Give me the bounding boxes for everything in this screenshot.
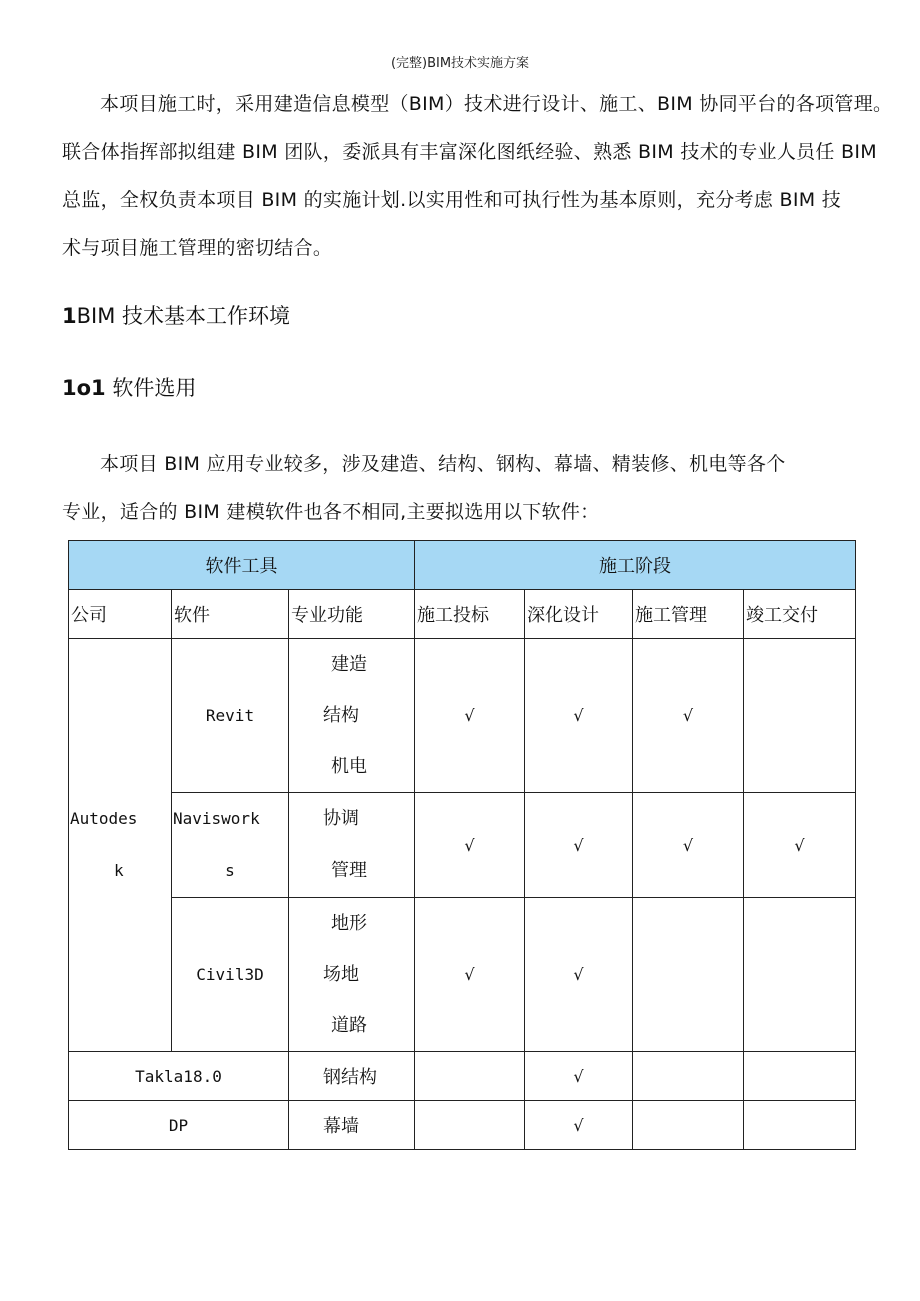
section-1-heading (62, 300, 290, 330)
software-intro-line-2: 专业，适合的 BIM 建模软件也各不相同,主要拟选用以下软件： (62, 501, 600, 523)
check-dp-deepen: √ (525, 1101, 633, 1150)
phases-header: 施工阶段 (415, 541, 856, 590)
software-navisworks: Naviswork s (172, 793, 289, 898)
col-delivery: 竣工交付 (744, 590, 856, 639)
section-1-title: BIM 技术基本工作环境 (76, 304, 291, 328)
function-navisworks: 协调 管理 (289, 793, 415, 898)
check-tekla-bid (415, 1052, 525, 1101)
col-company: 公司 (69, 590, 172, 639)
function-dp: 幕墙 (289, 1101, 415, 1150)
table-row-dp (69, 1101, 856, 1150)
check-dp-bid (415, 1101, 525, 1150)
check-tekla-manage (633, 1052, 744, 1101)
function-revit: 建造 结构 机电 (289, 639, 415, 793)
check-civil-delivery (744, 898, 856, 1052)
function-tekla: 钢结构 (289, 1052, 415, 1101)
table-row-tekla (69, 1052, 856, 1101)
col-manage: 施工管理 (633, 590, 744, 639)
check-tekla-deepen: √ (525, 1052, 633, 1101)
table-row-navisworks (69, 793, 856, 898)
section-1-1-title: 软件选用 (105, 376, 197, 400)
software-table (68, 540, 856, 1150)
check-dp-delivery (744, 1101, 856, 1150)
col-function: 专业功能 (289, 590, 415, 639)
check-navis-bid: √ (415, 793, 525, 898)
company-autodesk: Autodes k (69, 639, 172, 1052)
software-revit: Revit (172, 639, 289, 793)
software-dp: DP (69, 1101, 289, 1150)
col-bid: 施工投标 (415, 590, 525, 639)
section-1-1-heading (62, 372, 196, 402)
check-navis-manage: √ (633, 793, 744, 898)
section-1-number: 1 (62, 304, 77, 328)
group-header-row (69, 541, 856, 590)
column-header-row (69, 590, 856, 639)
intro-paragraph (62, 80, 893, 272)
section-1-1-number: 1o1 (62, 376, 106, 400)
col-deepen: 深化设计 (525, 590, 633, 639)
intro-line-3: 总监，全权负责本项目 BIM 的实施计划.以实用性和可执行性为基本原则，充分考虑 BIM 技 (62, 189, 842, 211)
function-civil3d: 地形 场地 道路 (289, 898, 415, 1052)
table-row-civil3d (69, 898, 856, 1052)
intro-line-1: 本项目施工时，采用建造信息模型（BIM）技术进行设计、施工、BIM 协同平台的各项管理。 (100, 93, 893, 115)
check-revit-delivery (744, 639, 856, 793)
col-software: 软件 (172, 590, 289, 639)
check-navis-delivery: √ (744, 793, 856, 898)
check-revit-manage: √ (633, 639, 744, 793)
check-civil-manage (633, 898, 744, 1052)
check-tekla-delivery (744, 1052, 856, 1101)
check-revit-deepen: √ (525, 639, 633, 793)
intro-line-4: 术与项目施工管理的密切结合。 (62, 237, 333, 259)
software-tekla: Takla18.0 (69, 1052, 289, 1101)
check-dp-manage (633, 1101, 744, 1150)
software-intro-line-1: 本项目 BIM 应用专业较多，涉及建造、结构、钢构、幕墙、精装修、机电等各个 (100, 453, 786, 475)
page-header: (完整)BIM技术实施方案 (390, 56, 530, 71)
check-revit-bid: √ (415, 639, 525, 793)
table-row-revit (69, 639, 856, 793)
check-navis-deepen: √ (525, 793, 633, 898)
software-civil3d: Civil3D (172, 898, 289, 1052)
check-civil-deepen: √ (525, 898, 633, 1052)
tools-header: 软件工具 (69, 541, 415, 590)
software-intro-paragraph (62, 440, 862, 536)
intro-line-2: 联合体指挥部拟组建 BIM 团队，委派具有丰富深化图纸经验、熟悉 BIM 技术的专业人员任 BIM (62, 141, 877, 163)
check-civil-bid: √ (415, 898, 525, 1052)
